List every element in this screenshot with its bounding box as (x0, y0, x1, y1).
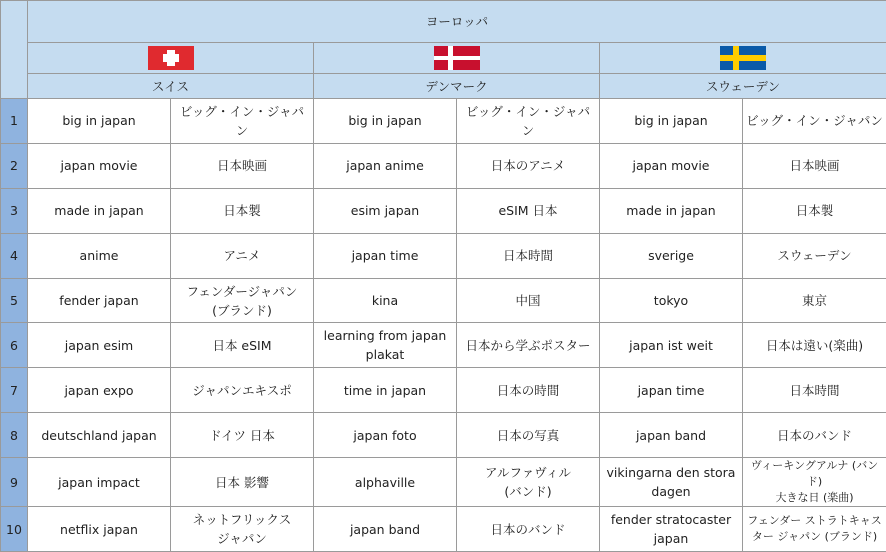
translation-cell: アニメ (171, 233, 314, 278)
search-term-cell: alphaville (314, 458, 457, 507)
translation-cell: 東京 (743, 278, 886, 323)
flag-cell-sweden (600, 43, 886, 74)
region-header: ヨーロッパ (28, 1, 886, 43)
row-number: 7 (1, 368, 28, 413)
translation-cell: スウェーデン (743, 233, 886, 278)
search-term-cell: kina (314, 278, 457, 323)
translation-cell: 日本の写真 (457, 413, 600, 458)
search-term-cell: japan expo (28, 368, 171, 413)
translation-cell: フェンダージャパン (ブランド) (171, 278, 314, 323)
translation-cell: ビッグ・イン・ジャパン (457, 99, 600, 144)
translation-cell: 日本のバンド (457, 507, 600, 552)
translation-cell: 日本映画 (743, 143, 886, 188)
search-term-cell: japan ist weit (600, 323, 743, 368)
swedish-flag-icon (720, 46, 766, 70)
search-term-cell: japan time (600, 368, 743, 413)
table-row (1, 507, 886, 552)
swiss-flag-icon (148, 46, 194, 70)
search-term-cell: esim japan (314, 188, 457, 233)
table-row (1, 278, 886, 323)
search-term-cell: big in japan (314, 99, 457, 144)
search-term-cell: japan movie (600, 143, 743, 188)
search-term-cell: sverige (600, 233, 743, 278)
translation-cell: 日本 影響 (171, 458, 314, 507)
translation-cell: 日本は遠い(楽曲) (743, 323, 886, 368)
table-row (1, 323, 886, 368)
table-row (1, 99, 886, 144)
row-number: 10 (1, 507, 28, 552)
search-term-cell: japan esim (28, 323, 171, 368)
translation-cell: ネットフリックス ジャパン (171, 507, 314, 552)
search-term-cell: japan band (600, 413, 743, 458)
table-row (1, 233, 886, 278)
row-number: 4 (1, 233, 28, 278)
translation-cell: 日本映画 (171, 143, 314, 188)
row-number: 2 (1, 143, 28, 188)
search-term-cell: japan band (314, 507, 457, 552)
translation-cell: 日本時間 (743, 368, 886, 413)
translation-cell: 日本製 (171, 188, 314, 233)
search-term-cell: japan anime (314, 143, 457, 188)
translation-cell: 日本時間 (457, 233, 600, 278)
search-term-cell: big in japan (28, 99, 171, 144)
flag-cell-switzerland (28, 43, 314, 74)
search-term-cell: japan movie (28, 143, 171, 188)
translation-cell: フェンダー ストラトキャス ター ジャパン (ブランド) (743, 507, 886, 552)
search-term-cell: vikingarna den stora dagen (600, 458, 743, 507)
search-term-cell: learning from japan plakat (314, 323, 457, 368)
translation-cell: ヴィーキングアルナ (バンド) 大きな日 (楽曲) (743, 458, 886, 507)
translation-cell: 日本のアニメ (457, 143, 600, 188)
search-term-cell: japan time (314, 233, 457, 278)
search-term-cell: fender stratocaster japan (600, 507, 743, 552)
translation-cell: ビッグ・イン・ジャパン (743, 99, 886, 144)
search-term-cell: netflix japan (28, 507, 171, 552)
flag-cell-denmark (314, 43, 600, 74)
translation-cell: ジャパンエキスポ (171, 368, 314, 413)
row-number: 9 (1, 458, 28, 507)
translation-cell: 中国 (457, 278, 600, 323)
search-term-cell: japan impact (28, 458, 171, 507)
translation-cell: eSIM 日本 (457, 188, 600, 233)
search-term-cell: tokyo (600, 278, 743, 323)
search-term-cell: anime (28, 233, 171, 278)
row-number: 1 (1, 99, 28, 144)
row-number: 3 (1, 188, 28, 233)
country-name-denmark: デンマーク (314, 74, 600, 99)
translation-cell: ビッグ・イン・ジャパン (171, 99, 314, 144)
translation-cell: 日本のバンド (743, 413, 886, 458)
translation-cell: 日本製 (743, 188, 886, 233)
search-term-cell: made in japan (28, 188, 171, 233)
search-term-cell: japan foto (314, 413, 457, 458)
translation-cell: ドイツ 日本 (171, 413, 314, 458)
table-row (1, 413, 886, 458)
translation-cell: 日本の時間 (457, 368, 600, 413)
danish-flag-icon (434, 46, 480, 70)
table-row (1, 143, 886, 188)
table-row (1, 368, 886, 413)
search-term-cell: big in japan (600, 99, 743, 144)
country-name-sweden: スウェーデン (600, 74, 886, 99)
search-term-cell: time in japan (314, 368, 457, 413)
row-number: 8 (1, 413, 28, 458)
row-number: 5 (1, 278, 28, 323)
translation-cell: アルファヴィル (バンド) (457, 458, 600, 507)
row-number: 6 (1, 323, 28, 368)
search-term-cell: fender japan (28, 278, 171, 323)
search-term-cell: made in japan (600, 188, 743, 233)
translation-cell: 日本 eSIM (171, 323, 314, 368)
table-row (1, 188, 886, 233)
corner-cell (1, 1, 28, 99)
country-name-switzerland: スイス (28, 74, 314, 99)
table-row (1, 458, 886, 507)
search-term-cell: deutschland japan (28, 413, 171, 458)
translation-cell: 日本から学ぶポスター (457, 323, 600, 368)
